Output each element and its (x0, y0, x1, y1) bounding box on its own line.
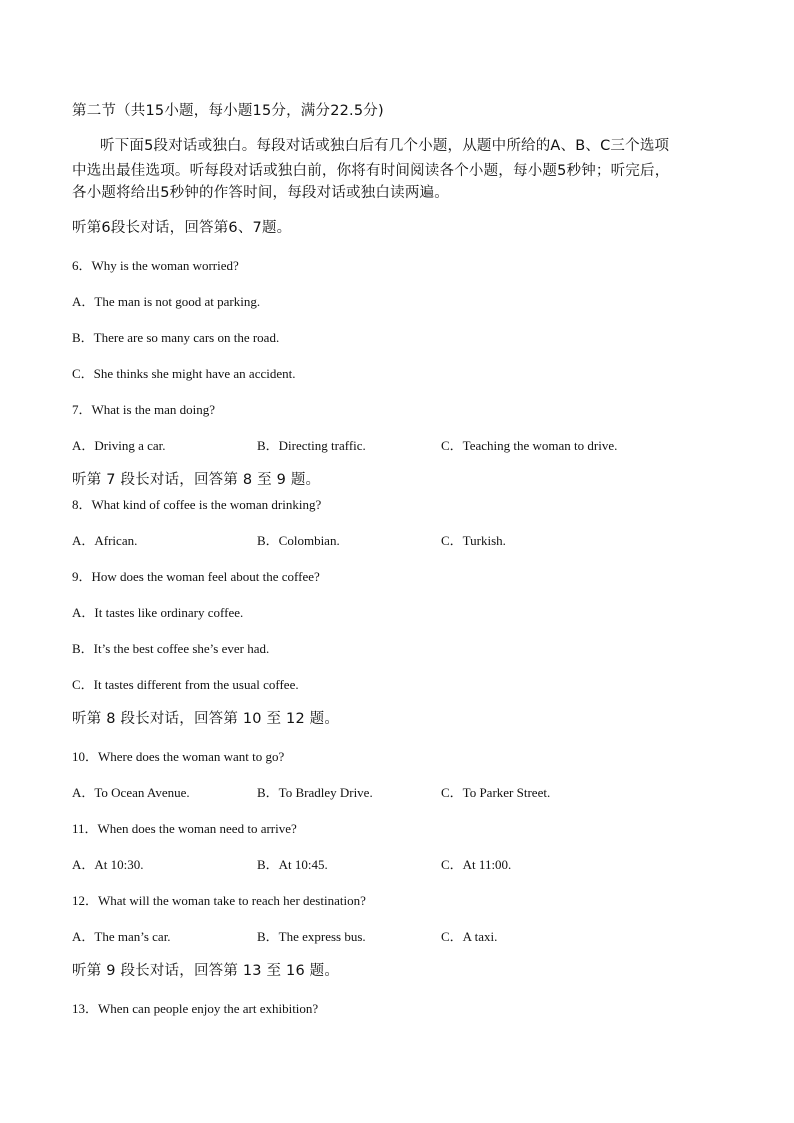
question-11-options (72, 854, 752, 872)
question-11-option-c: C．At 11:00. (441, 857, 512, 872)
question-10-options (72, 782, 752, 800)
section-heading: 第二节（共15小题，每小题15分，满分22.5分) (72, 103, 384, 119)
question-12-stem: 12．What will the woman take to reach her destination? (72, 893, 366, 908)
dialogue-7-intro: 听第 7 段长对话，回答第 8 至 9 题。 (72, 472, 321, 488)
question-8-option-b: B．Colombian. (257, 533, 340, 548)
dialogue-6-intro: 听第6段长对话，回答第6、7题。 (72, 220, 292, 236)
question-12-option-b: B．The express bus. (257, 929, 366, 944)
instructions-line-3: 各小题将给出5秒钟的作答时间，每段对话或独白读两遍。 (72, 185, 449, 201)
question-9-option-a: A．It tastes like ordinary coffee. (72, 605, 244, 620)
question-8-option-c: C．Turkish. (441, 533, 506, 548)
question-11-option-a: A．At 10:30. (72, 857, 144, 872)
dialogue-8-intro: 听第 8 段长对话，回答第 10 至 12 题。 (72, 711, 340, 727)
instructions-line-1: 听下面5段对话或独白。每段对话或独白后有几个小题，从题中所给的A、B、C三个选项 (100, 138, 670, 154)
question-9-stem: 9．How does the woman feel about the coffee? (72, 569, 320, 584)
question-12-option-c: C．A taxi. (441, 929, 498, 944)
question-10-option-a: A．To Ocean Avenue. (72, 785, 190, 800)
question-6-option-a: A．The man is not good at parking. (72, 294, 261, 309)
question-6-stem: 6．Why is the woman worried? (72, 258, 239, 273)
dialogue-9-intro: 听第 9 段长对话，回答第 13 至 16 题。 (72, 963, 340, 979)
question-7-option-a: A．Driving a car. (72, 438, 166, 453)
question-9-option-b: B．It’s the best coffee she’s ever had. (72, 641, 270, 656)
question-12-option-a: A．The man’s car. (72, 929, 171, 944)
question-10-option-b: B．To Bradley Drive. (257, 785, 373, 800)
question-10-option-c: C．To Parker Street. (441, 785, 551, 800)
question-7-option-b: B．Directing traffic. (257, 438, 366, 453)
question-8-stem: 8．What kind of coffee is the woman drinking? (72, 497, 322, 512)
question-9-option-c: C．It tastes different from the usual coffee. (72, 677, 299, 692)
question-11-option-b: B．At 10:45. (257, 857, 328, 872)
instructions-line-2: 中选出最佳选项。听每段对话或独白前，你将有时间阅读各个小题，每小题5秒钟；听完后， (72, 163, 670, 179)
question-6-option-c: C．She thinks she might have an accident. (72, 366, 296, 381)
question-10-stem: 10．Where does the woman want to go? (72, 749, 285, 764)
question-6-option-b: B．There are so many cars on the road. (72, 330, 280, 345)
question-8-option-a: A．African. (72, 533, 138, 548)
question-7-options (72, 435, 752, 453)
question-12-options (72, 926, 752, 944)
question-7-option-c: C．Teaching the woman to drive. (441, 438, 618, 453)
question-8-options (72, 530, 752, 548)
question-7-stem: 7．What is the man doing? (72, 402, 215, 417)
question-11-stem: 11．When does the woman need to arrive? (72, 821, 297, 836)
question-13-stem: 13．When can people enjoy the art exhibition? (72, 1001, 319, 1016)
